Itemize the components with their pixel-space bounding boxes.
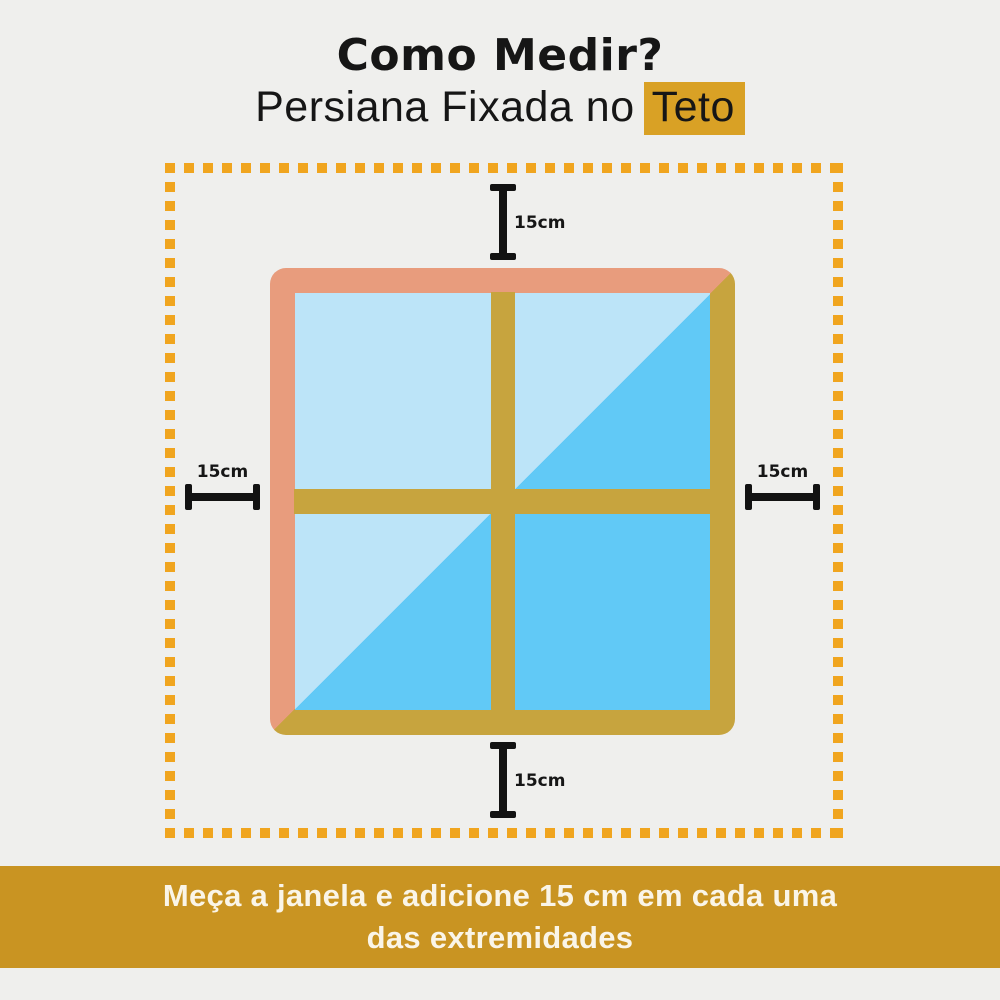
measure-cap	[185, 484, 192, 510]
dashed-border-right	[833, 163, 843, 838]
measure-line	[185, 493, 260, 501]
measure-cap	[745, 484, 752, 510]
footer-instruction-line1: Meça a janela e adicione 15 cm em cada uma	[162, 878, 838, 913]
measure-label-left: 15cm	[196, 462, 249, 482]
measure-cap	[490, 811, 516, 818]
measure-cap	[813, 484, 820, 510]
dashed-border-bottom	[165, 828, 843, 838]
measure-cap	[253, 484, 260, 510]
measure-label-right: 15cm	[756, 462, 809, 482]
measure-line	[745, 493, 820, 501]
measure-label-top: 15cm	[514, 213, 566, 233]
dashed-border-top	[165, 163, 843, 173]
measure-label-bottom: 15cm	[514, 771, 566, 791]
dashed-border-left	[165, 163, 175, 838]
footer-instruction-banner	[0, 866, 1000, 968]
window-illustration	[270, 268, 735, 735]
subtitle-text: Persiana Fixada no	[255, 83, 635, 131]
page-title: Como Medir?	[336, 30, 664, 81]
subtitle-highlight-teto: Teto	[644, 82, 745, 135]
measure-line	[499, 184, 507, 260]
measure-marker-bottom	[490, 742, 516, 818]
window-mullion-horizontal	[294, 489, 711, 514]
footer-instruction-line2: das extremidades	[366, 920, 634, 955]
page-subtitle	[0, 81, 1000, 133]
measure-line	[499, 742, 507, 818]
measure-marker-right	[745, 484, 820, 510]
measure-cap	[490, 742, 516, 749]
measure-marker-top	[490, 184, 516, 260]
measure-cap	[490, 253, 516, 260]
measure-cap	[490, 184, 516, 191]
measure-marker-left	[185, 484, 260, 510]
